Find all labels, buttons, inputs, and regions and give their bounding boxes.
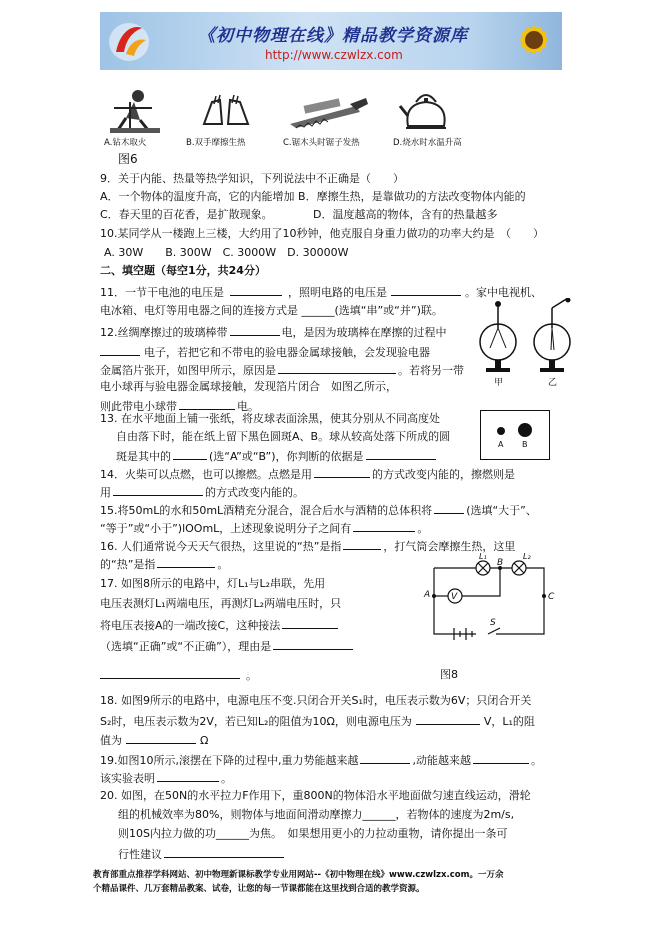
q15-line2 (100, 520, 428, 536)
q10-options: A. 30W B. 300W C. 3000W D. 30000W (104, 246, 349, 259)
q15-text-d: 。 (417, 522, 429, 535)
q13-line1: 13. 在水平地面上铺一张纸，将皮球表面涂黑，使其分别从不同高度处 (100, 412, 440, 425)
q17-blank-1[interactable] (282, 617, 338, 629)
q14-line1 (100, 466, 515, 482)
q17-blank-2[interactable] (273, 638, 353, 650)
q20-line1: 20. 如图，在50N的水平拉力F作用下，重800N的物体沿水平地面做匀速直线运动，滑轮 (100, 789, 531, 802)
q18-blank-1[interactable] (416, 713, 480, 725)
q9-stem: 9．关于内能、热量等热学知识，下列说法中不正确是（ ） (100, 172, 404, 185)
q19-text-b: ,动能越来越 (412, 754, 471, 767)
q12-line3 (100, 362, 464, 378)
q18-line2 (100, 713, 535, 729)
circuit-label-s: S (490, 618, 496, 628)
q13-text-a: 斑是其中的 (116, 450, 171, 463)
q19-text-a: 19.如图10所示,滚摆在下降的过程中,重力势能越来越 (100, 754, 359, 767)
q17-line4 (100, 638, 353, 654)
q14-line2 (100, 484, 304, 500)
q17-blank-3[interactable] (100, 667, 240, 679)
q17-text-c: 。 (246, 669, 257, 682)
q17-line3 (100, 617, 338, 633)
q9-options-ab: A．一个物体的温度升高，它的内能增加 B．摩擦生热，是靠做功的方法改变物体内能的 (100, 190, 526, 203)
q15-blank-2[interactable] (353, 520, 415, 532)
q17-line2: 电压表测灯L₁两端电压，再测灯L₂两端电压时，只 (100, 597, 342, 610)
fig6-caption-b: B.双手摩擦生热 (186, 138, 246, 148)
q12-text-e: 。若将另一带 (398, 364, 464, 377)
q19-blank-2[interactable] (473, 752, 529, 764)
q16-line2 (100, 556, 228, 572)
q12-text-b: 电，是因为玻璃棒在摩擦的过程中 (281, 326, 447, 339)
q19-text-c: 。 (530, 754, 542, 767)
electroscope-figure (468, 298, 588, 378)
q16-text-c: 的“热”是指 (100, 558, 156, 571)
q12-line2 (100, 344, 430, 360)
q15-line1 (100, 502, 537, 518)
fig6-caption-a: A.钻木取火 (104, 138, 147, 148)
q17-line5 (100, 667, 257, 683)
fig6-label: 图6 (118, 152, 138, 166)
q12-text-a: 12.丝绸摩擦过的玻璃棒带 (100, 326, 228, 339)
q18-text-b: V，L₁的阻 (483, 715, 535, 728)
electroscope-yi-icon (534, 298, 571, 372)
spot-b (518, 423, 532, 437)
q18-blank-2[interactable] (126, 732, 196, 744)
label-jia: 甲 (494, 378, 504, 388)
rubbing-hands-icon (198, 94, 254, 130)
q19-text-d: 该实验表明 (100, 772, 155, 785)
q12-line4: 电小球再与验电器金属球接触，发现箔片闭合 如图乙所示， (100, 380, 397, 393)
q13-line2: 自由落下时，能在纸上留下黑色圆斑A、B。球从较高处落下所成的圆 (116, 430, 451, 443)
q14-blank-2[interactable] (113, 484, 203, 496)
sawing-wood-icon (286, 96, 372, 130)
q12-blank-3[interactable] (278, 362, 396, 374)
q12-text-f: 则此带电小球带 (100, 400, 177, 413)
q17-line1: 17. 如图8所示的电路中，灯L₁与L₂串联，先用 (100, 577, 326, 590)
q9-option-d: D．温度越高的物体，含有的热量越多 (313, 208, 498, 221)
q14-text-a: 14．火柴可以点燃，也可以擦燃。点燃是用 (100, 468, 312, 481)
q12-blank-4[interactable] (179, 398, 235, 410)
circuit-figure-8 (420, 552, 560, 644)
q13-text-b: (选“A”或“B”)，你判断的依据是 (209, 450, 364, 463)
q18-line1: 18. 如图9所示的电路中，电源电压不变.只闭合开关S₁时，电压表示数为6V；只闭合开关 (100, 694, 532, 707)
circuit-label-l2: L₂ (523, 552, 531, 561)
q18-text-c: 值为 (100, 734, 122, 747)
q20-line4 (118, 846, 284, 862)
q11-blank-2[interactable] (391, 284, 461, 296)
q12-text-c: 电子，若把它和不带电的验电器金属球接触，会发现验电器 (144, 346, 430, 359)
q19-line1 (100, 752, 542, 768)
spot-b-label: B (522, 440, 528, 449)
q12-blank-1[interactable] (230, 324, 280, 336)
q14-text-c: 用 (100, 486, 111, 499)
q18-text-a: S₂时，电压表示数为2V，若已知L₂的阻值为10Ω，则电源电压为 (100, 715, 412, 728)
banner-url[interactable]: http://www.czwlzx.com (265, 48, 403, 62)
electroscope-jia-icon (480, 301, 516, 372)
q9-option-c: C．春天里的百花香，是扩散现象。 (100, 208, 273, 221)
q13-blank-1[interactable] (173, 448, 207, 460)
q13-blank-2[interactable] (366, 448, 436, 460)
section-title-fill-blank: 二、填空题（每空1分，共24分） (100, 264, 266, 277)
q12-blank-2[interactable] (100, 344, 140, 356)
q20-line3: 则10S内拉力做的功______为焦。 如果想用更小的力拉动重物，请你提出一条可 (118, 827, 508, 840)
q19-blank-1[interactable] (360, 752, 410, 764)
q19-line2 (100, 770, 232, 786)
q16-text-a: 16. 人们通常说今天天气很热，这里说的“热”是指 (100, 540, 342, 553)
q11-text-a: 11．一节干电池的电压是 (100, 286, 224, 299)
q20-blank-1[interactable] (164, 846, 284, 858)
q18-line3 (100, 732, 208, 748)
q14-text-d: 的方式改变内能的。 (205, 486, 304, 499)
q16-text-b: ，打气筒会摩擦生热，这里 (383, 540, 516, 553)
q15-text-c: “等于”或“小于”)lOOmL，上述现象说明分子之间有 (100, 522, 352, 535)
q19-text-e: 。 (221, 772, 232, 785)
q15-text-b: (选填“大于”、 (466, 504, 537, 517)
drill-wood-fire-icon (100, 88, 170, 134)
spot-a-label: A (498, 440, 504, 449)
circuit-label-a: A (424, 590, 431, 600)
q11-text-b: ，照明电路的电压是 (288, 286, 387, 299)
q11-blank-1[interactable] (230, 284, 282, 296)
q14-text-b: 的方式改变内能的，擦燃则是 (372, 468, 515, 481)
q10-stem: 10.某同学从一楼跑上三楼，大约用了10秒钟，他克服自身重力做功的功率大约是 （ ） (100, 227, 544, 240)
footer-line-1: 教育部重点推荐学科网站、初中物理新课标教学专业用网站--《初中物理在线》www.czwlzx.com。一万余 (93, 870, 504, 880)
q16-blank-1[interactable] (343, 538, 381, 550)
q12-line1 (100, 324, 447, 340)
site-logo-icon (106, 18, 152, 64)
q15-blank-1[interactable] (434, 502, 464, 514)
q20-text-a: 行性建议 (118, 848, 162, 861)
footer-line-2: 个精品课件、几万套精品教案、试卷，让您的每一节课都能在这里找到合适的教学资源。 (93, 884, 425, 894)
fig6-caption-c: C.锯木头时锯子发热 (283, 138, 360, 148)
circuit-label-b: B (497, 558, 504, 568)
q17-text-b: （选填“正确”或“不正确”），理由是 (100, 640, 272, 653)
spots-figure (480, 410, 550, 460)
q13-line3 (116, 448, 436, 464)
q16-text-d: 。 (217, 558, 229, 571)
spot-a (497, 427, 505, 435)
q12-text-d: 金属箔片张开，如图甲所示，原因是 (100, 364, 276, 377)
q18-text-d: Ω (200, 734, 209, 747)
sunflower-icon (500, 12, 562, 70)
label-yi: 乙 (548, 378, 558, 388)
circuit-label-v: V (451, 592, 458, 602)
header-banner (100, 12, 562, 70)
fig8-label: 图8 (440, 668, 458, 681)
circuit-label-c: C (548, 592, 555, 602)
banner-title: 《初中物理在线》精品教学资源库 (198, 26, 468, 46)
q11-line2: 电冰箱、电灯等用电器之间的连接方式是 ______(选填“串”或“并”)联。 (100, 304, 443, 317)
q16-blank-2[interactable] (157, 556, 215, 568)
q12-text-g: 电。 (237, 400, 259, 413)
boiling-kettle-icon (398, 86, 454, 130)
q17-text-a: 将电压表接A的一端改接C，这种接法 (100, 619, 281, 632)
q11-text-c: 。家中电视机、 (465, 286, 542, 299)
circuit-label-l1: L₁ (479, 552, 487, 561)
q19-blank-3[interactable] (157, 770, 219, 782)
q20-line2: 组的机械效率为80%，则物体与地面间滑动摩擦力______，若物体的速度为2m/s, (118, 808, 515, 821)
fig6-caption-d: D.烧水时水温升高 (393, 138, 462, 148)
q15-text-a: 15.将50mL的水和50mL酒精充分混合，混合后水与酒精的总体积将 (100, 504, 433, 517)
q14-blank-1[interactable] (314, 466, 370, 478)
